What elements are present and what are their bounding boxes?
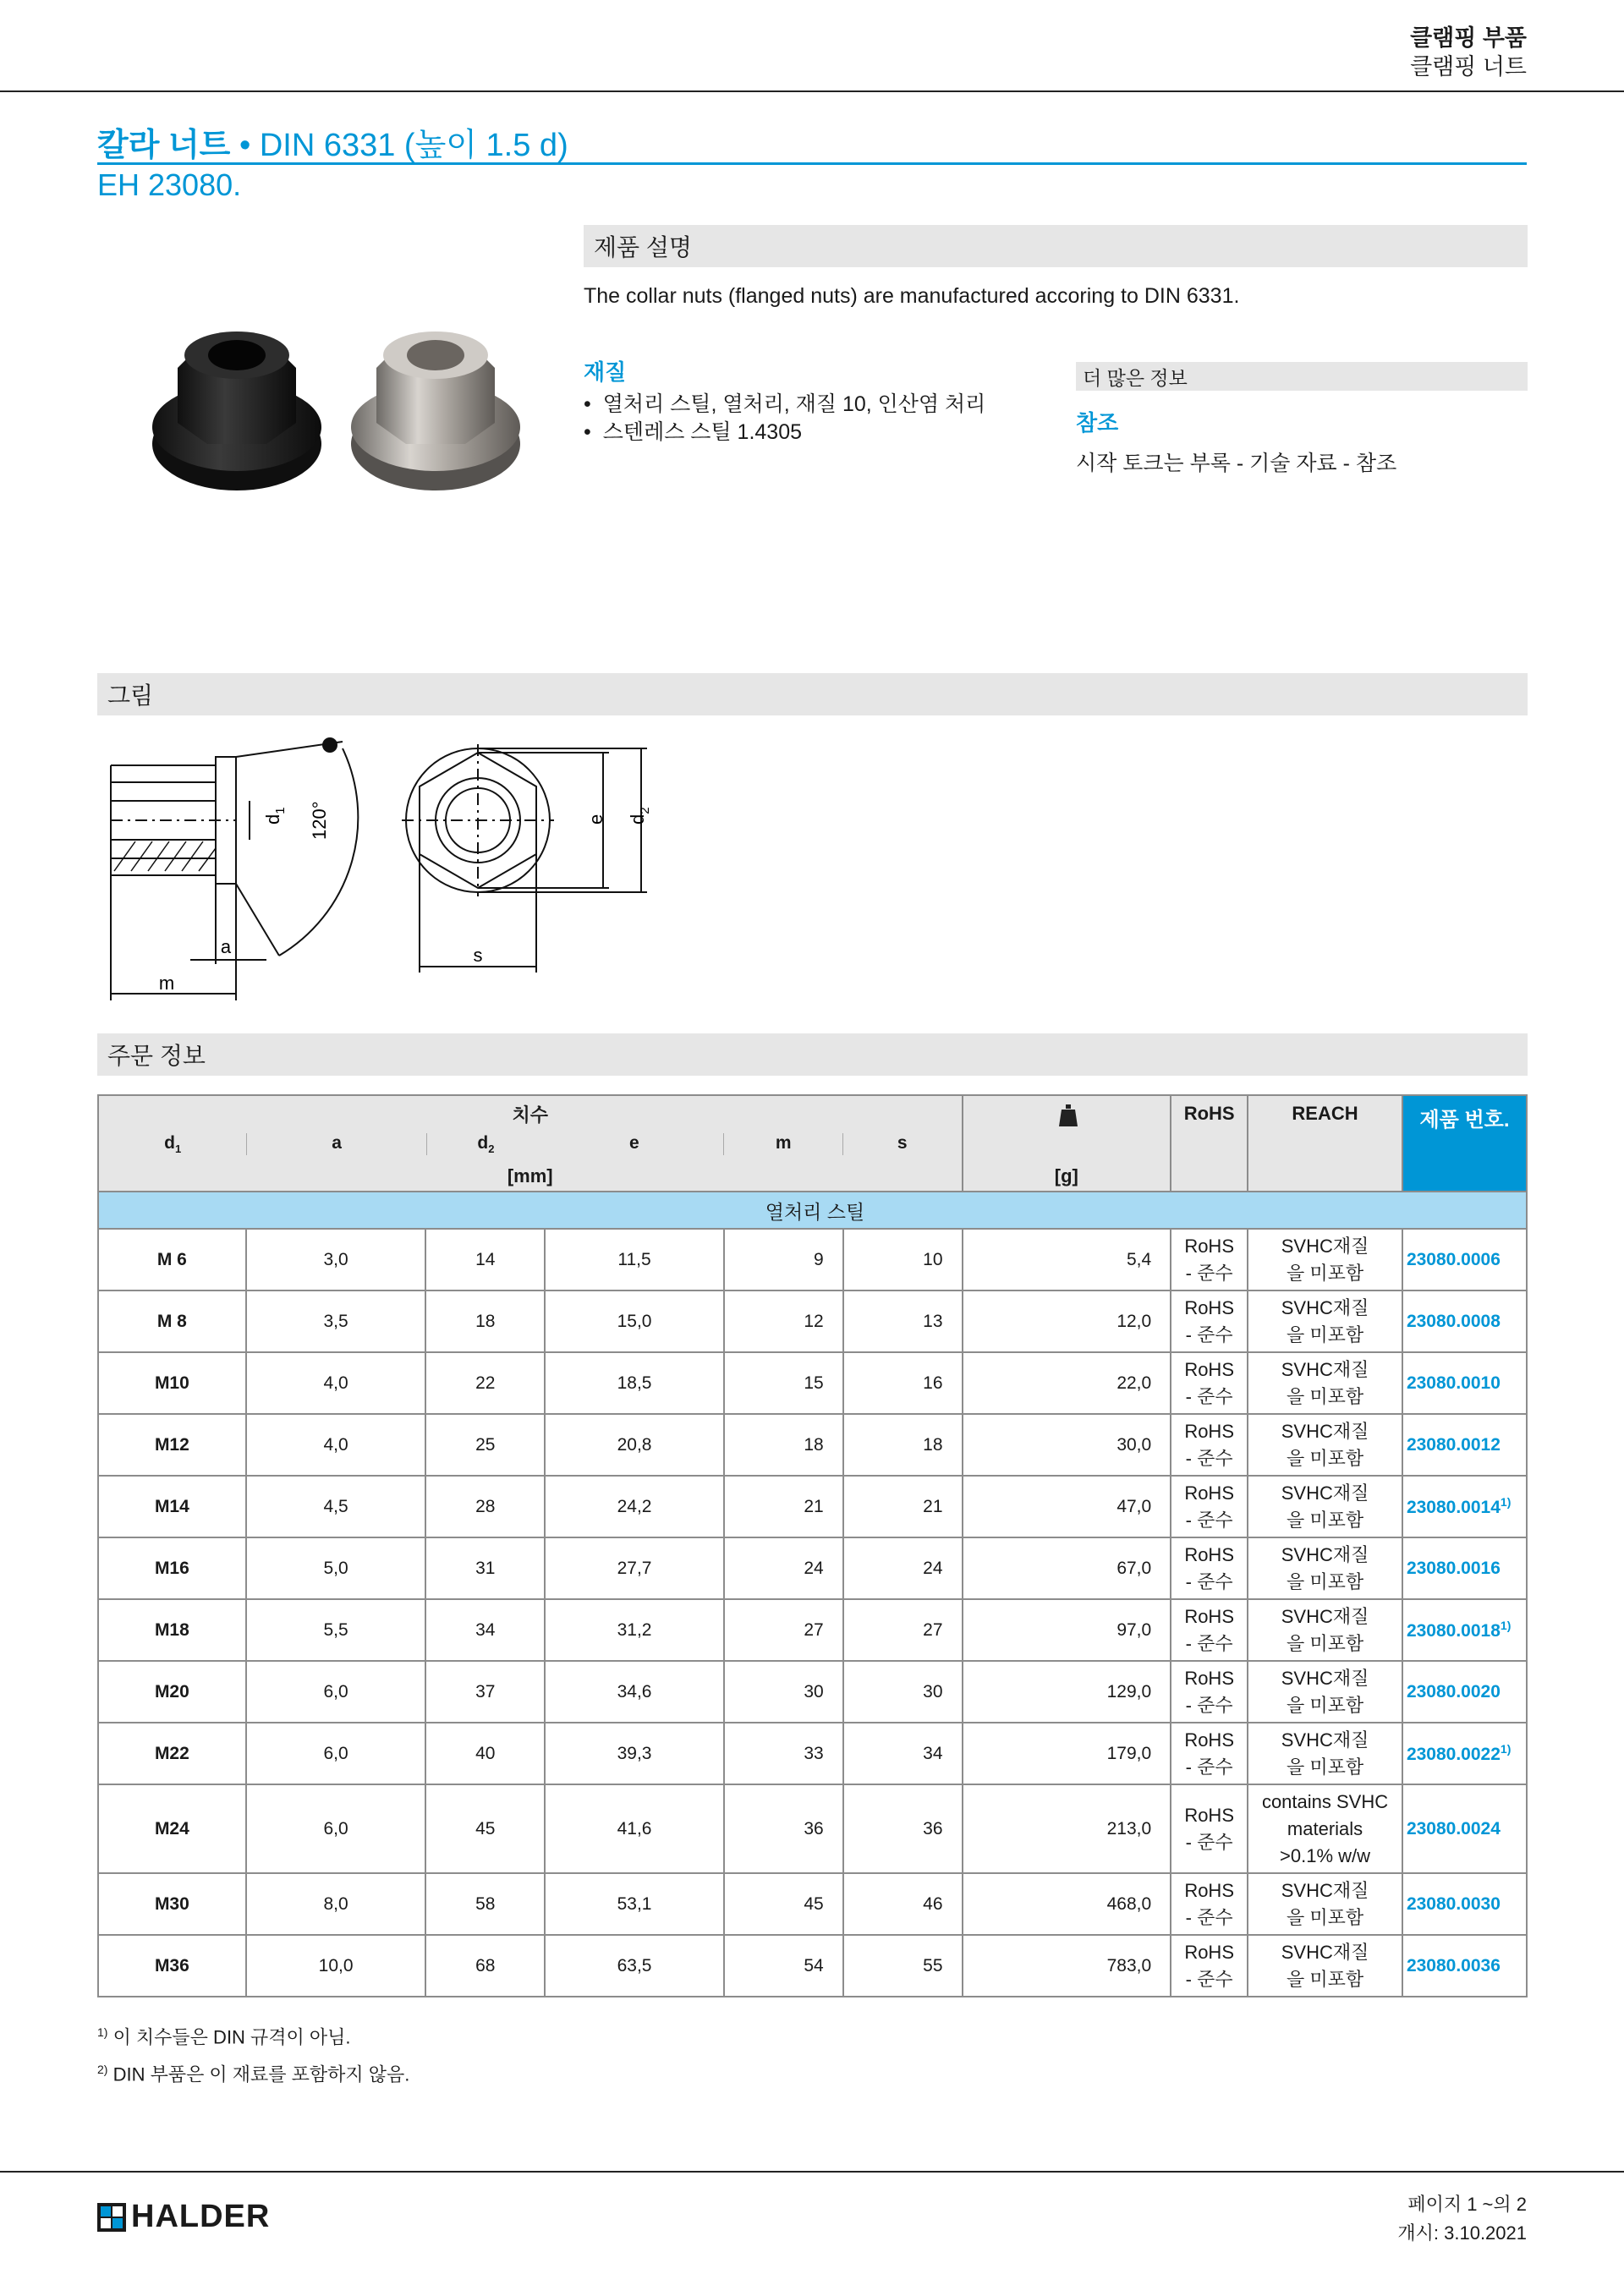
part-number-link[interactable]: 23080.0006 bbox=[1402, 1229, 1527, 1290]
cell-weight: 5,4 bbox=[963, 1229, 1171, 1290]
cell-a: 6,0 bbox=[246, 1661, 426, 1723]
cell-a: 6,0 bbox=[246, 1723, 426, 1784]
part-number-link[interactable]: 23080.0014$^{1)}$ bbox=[1402, 1476, 1527, 1537]
part-number-link[interactable]: 23080.0016 bbox=[1402, 1537, 1527, 1599]
order-table-body bbox=[98, 1192, 1527, 1997]
cell-m: 18 bbox=[724, 1414, 843, 1476]
cell-a: 8,0 bbox=[246, 1873, 426, 1935]
cell-e: 27,7 bbox=[545, 1537, 724, 1599]
halder-logo-icon bbox=[97, 2203, 126, 2232]
weight-icon bbox=[1059, 1104, 1078, 1126]
part-number-link[interactable]: 23080.0022$^{1)}$ bbox=[1402, 1723, 1527, 1784]
cell-s: 27 bbox=[843, 1599, 963, 1661]
cell-d2: 31 bbox=[425, 1537, 545, 1599]
cell-d2: 25 bbox=[425, 1414, 545, 1476]
cell-d1: M14 bbox=[98, 1476, 246, 1537]
cell-s: 30 bbox=[843, 1661, 963, 1723]
table-row bbox=[98, 1935, 1527, 1997]
cell-m: 15 bbox=[724, 1352, 843, 1414]
page-info bbox=[1397, 2190, 1527, 2248]
cell-s: 55 bbox=[843, 1935, 963, 1997]
cell-e: 34,6 bbox=[545, 1661, 724, 1723]
cell-a: 6,0 bbox=[246, 1784, 426, 1873]
label-e: e bbox=[585, 814, 606, 825]
cell-s: 13 bbox=[843, 1290, 963, 1352]
footer-divider bbox=[0, 2171, 1624, 2173]
cell-m: 45 bbox=[724, 1873, 843, 1935]
cell-d2: 28 bbox=[425, 1476, 545, 1537]
cell-reach: SVHC재질 을 미포함 bbox=[1248, 1935, 1402, 1997]
product-name: 칼라 너트 bbox=[97, 128, 231, 163]
rohs-header: RoHS bbox=[1171, 1095, 1248, 1192]
cell-rohs: RoHS - 준수 bbox=[1171, 1290, 1248, 1352]
order-info-heading bbox=[97, 1033, 1528, 1076]
cell-a: 5,0 bbox=[246, 1537, 426, 1599]
table-row bbox=[98, 1229, 1527, 1290]
cell-m: 36 bbox=[724, 1784, 843, 1873]
cell-s: 46 bbox=[843, 1873, 963, 1935]
cell-reach: SVHC재질 을 미포함 bbox=[1248, 1599, 1402, 1661]
cell-d2: 45 bbox=[425, 1784, 545, 1873]
part-number-link[interactable]: 23080.0008 bbox=[1402, 1290, 1527, 1352]
col-s: s bbox=[842, 1133, 962, 1155]
order-table bbox=[97, 1094, 1528, 1997]
cell-weight: 97,0 bbox=[963, 1599, 1171, 1661]
brand-name: HALDER bbox=[131, 2199, 271, 2234]
footnote: $^{1)}$ 이 치수들은 DIN 규격이 아님. bbox=[97, 2025, 351, 2048]
cell-d2: 40 bbox=[425, 1723, 545, 1784]
category-row bbox=[98, 1192, 1527, 1229]
cell-reach: SVHC재질 을 미포함 bbox=[1248, 1290, 1402, 1352]
cell-a: 4,0 bbox=[246, 1414, 426, 1476]
cell-d1: M 8 bbox=[98, 1290, 246, 1352]
cell-a: 4,0 bbox=[246, 1352, 426, 1414]
cell-weight: 30,0 bbox=[963, 1414, 1171, 1476]
cell-d1: M18 bbox=[98, 1599, 246, 1661]
part-number-link[interactable]: 23080.0012 bbox=[1402, 1414, 1527, 1476]
cell-m: 30 bbox=[724, 1661, 843, 1723]
cell-d1: M10 bbox=[98, 1352, 246, 1414]
cell-m: 27 bbox=[724, 1599, 843, 1661]
cell-rohs: RoHS - 준수 bbox=[1171, 1476, 1248, 1537]
cell-s: 36 bbox=[843, 1784, 963, 1873]
cell-e: 31,2 bbox=[545, 1599, 724, 1661]
reference-link[interactable]: 시작 토크는 부록 - 기술 자료 - 참조 bbox=[1076, 452, 1397, 475]
cell-weight: 213,0 bbox=[963, 1784, 1171, 1873]
cell-rohs: RoHS - 준수 bbox=[1171, 1414, 1248, 1476]
cell-s: 24 bbox=[843, 1537, 963, 1599]
table-row bbox=[98, 1476, 1527, 1537]
cell-a: 3,0 bbox=[246, 1229, 426, 1290]
cell-weight: 67,0 bbox=[963, 1537, 1171, 1599]
cell-a: 3,5 bbox=[246, 1290, 426, 1352]
subcategory-title: 클램핑 너트 bbox=[1410, 54, 1527, 79]
table-row bbox=[98, 1723, 1527, 1784]
cell-d2: 22 bbox=[425, 1352, 545, 1414]
label-m: m bbox=[158, 973, 175, 994]
part-number-link[interactable]: 23080.0036 bbox=[1402, 1935, 1527, 1997]
cell-reach: SVHC재질 을 미포함 bbox=[1248, 1537, 1402, 1599]
cell-e: 41,6 bbox=[545, 1784, 724, 1873]
cell-a: 4,5 bbox=[246, 1476, 426, 1537]
drawing-heading bbox=[97, 673, 1528, 715]
cell-s: 21 bbox=[843, 1476, 963, 1537]
g-unit: [g] bbox=[1054, 1165, 1078, 1186]
cell-rohs: RoHS - 준수 bbox=[1171, 1935, 1248, 1997]
title-divider bbox=[97, 162, 1527, 165]
cell-weight: 179,0 bbox=[963, 1723, 1171, 1784]
product-spec: DIN 6331 (높이 1.5 d) bbox=[259, 128, 568, 163]
cell-e: 24,2 bbox=[545, 1476, 724, 1537]
cell-m: 54 bbox=[724, 1935, 843, 1997]
part-number-link[interactable]: 23080.0020 bbox=[1402, 1661, 1527, 1723]
drawing-label: 그림 bbox=[107, 682, 154, 709]
cell-d1: M16 bbox=[98, 1537, 246, 1599]
technical-drawing bbox=[97, 732, 689, 1011]
product-photo bbox=[148, 317, 537, 512]
cell-s: 10 bbox=[843, 1229, 963, 1290]
weight-header bbox=[963, 1095, 1171, 1192]
part-number-header: 제품 번호. bbox=[1402, 1095, 1527, 1192]
part-number-link[interactable]: 23080.0030 bbox=[1402, 1873, 1527, 1935]
cell-reach: contains SVHC materials >0.1% w/w bbox=[1248, 1784, 1402, 1873]
table-row bbox=[98, 1599, 1527, 1661]
cell-e: 63,5 bbox=[545, 1935, 724, 1997]
cell-e: 20,8 bbox=[545, 1414, 724, 1476]
mm-unit: [mm] bbox=[507, 1165, 553, 1186]
cell-rohs: RoHS - 준수 bbox=[1171, 1661, 1248, 1723]
col-m: m bbox=[723, 1133, 842, 1155]
footnotes bbox=[97, 2016, 409, 2091]
product-description-heading bbox=[584, 225, 1528, 267]
cell-s: 18 bbox=[843, 1414, 963, 1476]
cell-rohs: RoHS - 준수 bbox=[1171, 1723, 1248, 1784]
cell-rohs: RoHS - 준수 bbox=[1171, 1873, 1248, 1935]
cell-weight: 783,0 bbox=[963, 1935, 1171, 1997]
label-a: a bbox=[220, 936, 232, 957]
cell-rohs: RoHS - 준수 bbox=[1171, 1352, 1248, 1414]
more-info-heading bbox=[1076, 362, 1528, 391]
table-row bbox=[98, 1784, 1527, 1873]
cell-e: 53,1 bbox=[545, 1873, 724, 1935]
cell-reach: SVHC재질 을 미포함 bbox=[1248, 1352, 1402, 1414]
title-separator: • bbox=[239, 128, 251, 163]
cell-e: 18,5 bbox=[545, 1352, 724, 1414]
col-d1: $d_1$ bbox=[164, 1133, 182, 1156]
cell-reach: SVHC재질 을 미포함 bbox=[1248, 1414, 1402, 1476]
label-s: s bbox=[473, 945, 483, 966]
cell-a: 10,0 bbox=[246, 1935, 426, 1997]
cell-d1: M12 bbox=[98, 1414, 246, 1476]
material-heading: 재질 bbox=[584, 359, 627, 385]
cell-s: 34 bbox=[843, 1723, 963, 1784]
product-code: EH 23080. bbox=[97, 167, 242, 202]
col-d2: $d_2$ bbox=[426, 1133, 546, 1155]
table-row bbox=[98, 1537, 1527, 1599]
part-number-link[interactable]: 23080.0018$^{1)}$ bbox=[1402, 1599, 1527, 1661]
cell-rohs: RoHS - 준수 bbox=[1171, 1229, 1248, 1290]
product-description-text: The collar nuts (flanged nuts) are manufactured accoring to DIN 6331. bbox=[584, 284, 1240, 308]
table-row bbox=[98, 1352, 1527, 1414]
header-divider bbox=[0, 90, 1624, 92]
table-row bbox=[98, 1290, 1527, 1352]
label-d1: $d_1$ bbox=[262, 807, 288, 825]
cell-s: 16 bbox=[843, 1352, 963, 1414]
cell-reach: SVHC재질 을 미포함 bbox=[1248, 1229, 1402, 1290]
dimensions-title: 치수 bbox=[512, 1104, 549, 1126]
cell-d2: 34 bbox=[425, 1599, 545, 1661]
cell-d2: 14 bbox=[425, 1229, 545, 1290]
cell-d1: M 6 bbox=[98, 1229, 246, 1290]
col-e: e bbox=[629, 1133, 639, 1153]
category-header bbox=[1410, 24, 1527, 81]
table-row bbox=[98, 1414, 1527, 1476]
cell-weight: 468,0 bbox=[963, 1873, 1171, 1935]
category-title: 클램핑 부품 bbox=[1410, 25, 1527, 51]
cell-reach: SVHC재질 을 미포함 bbox=[1248, 1873, 1402, 1935]
col-a: a bbox=[246, 1133, 425, 1155]
cell-weight: 47,0 bbox=[963, 1476, 1171, 1537]
footnote: $^{2)}$ DIN 부품은 이 재료를 포함하지 않음. bbox=[97, 2063, 410, 2085]
cell-m: 9 bbox=[724, 1229, 843, 1290]
material-item: • 열처리 스틸, 열처리, 재질 10, 인산염 처리 bbox=[584, 391, 985, 419]
page-number: 페이지 1 ~의 2 bbox=[1407, 2194, 1527, 2215]
product-description-label: 제품 설명 bbox=[594, 234, 692, 260]
part-number-link[interactable]: 23080.0024 bbox=[1402, 1784, 1527, 1873]
cell-rohs: RoHS - 준수 bbox=[1171, 1784, 1248, 1873]
cell-d2: 58 bbox=[425, 1873, 545, 1935]
cell-rohs: RoHS - 준수 bbox=[1171, 1537, 1248, 1599]
cell-weight: 12,0 bbox=[963, 1290, 1171, 1352]
cell-m: 24 bbox=[724, 1537, 843, 1599]
cell-d2: 68 bbox=[425, 1935, 545, 1997]
material-item: • 스텐레스 스틸 1.4305 bbox=[584, 419, 985, 447]
cell-reach: SVHC재질 을 미포함 bbox=[1248, 1723, 1402, 1784]
reference-heading[interactable]: 참조 bbox=[1076, 410, 1119, 436]
reach-header: REACH bbox=[1248, 1095, 1402, 1192]
cell-a: 5,5 bbox=[246, 1599, 426, 1661]
cell-m: 21 bbox=[724, 1476, 843, 1537]
cell-m: 33 bbox=[724, 1723, 843, 1784]
table-row bbox=[98, 1661, 1527, 1723]
part-number-link[interactable]: 23080.0010 bbox=[1402, 1352, 1527, 1414]
cell-d2: 37 bbox=[425, 1661, 545, 1723]
issue-date: 개시: 3.10.2021 bbox=[1397, 2222, 1527, 2244]
cell-e: 11,5 bbox=[545, 1229, 724, 1290]
halder-logo bbox=[97, 2199, 270, 2235]
more-info-label: 더 많은 정보 bbox=[1083, 366, 1188, 389]
cell-d2: 18 bbox=[425, 1290, 545, 1352]
cell-rohs: RoHS - 준수 bbox=[1171, 1599, 1248, 1661]
cell-d1: M36 bbox=[98, 1935, 246, 1997]
cell-weight: 22,0 bbox=[963, 1352, 1171, 1414]
cell-m: 12 bbox=[724, 1290, 843, 1352]
page-title bbox=[97, 118, 568, 165]
cell-e: 39,3 bbox=[545, 1723, 724, 1784]
category-label: 열처리 스틸 bbox=[98, 1192, 1527, 1229]
cell-d1: M22 bbox=[98, 1723, 246, 1784]
cell-reach: SVHC재질 을 미포함 bbox=[1248, 1476, 1402, 1537]
cell-d1: M20 bbox=[98, 1661, 246, 1723]
cell-reach: SVHC재질 을 미포함 bbox=[1248, 1661, 1402, 1723]
material-list bbox=[584, 391, 985, 447]
label-angle: 120° bbox=[309, 801, 330, 840]
table-row bbox=[98, 1873, 1527, 1935]
label-d2: $d_2$ bbox=[627, 807, 652, 825]
cell-weight: 129,0 bbox=[963, 1661, 1171, 1723]
cell-e: 15,0 bbox=[545, 1290, 724, 1352]
cell-d1: M24 bbox=[98, 1784, 246, 1873]
dimensions-header bbox=[98, 1095, 963, 1192]
cell-d1: M30 bbox=[98, 1873, 246, 1935]
order-info-label: 주문 정보 bbox=[107, 1043, 206, 1069]
